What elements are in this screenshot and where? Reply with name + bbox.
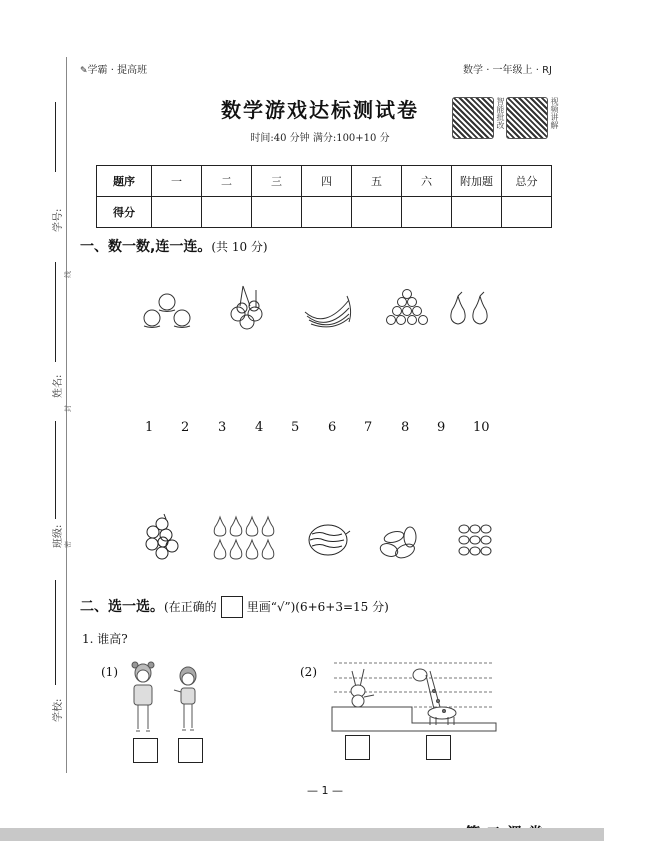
name-label: 姓名:	[53, 374, 64, 398]
number-9[interactable]: 9	[437, 420, 446, 435]
pears-image[interactable]	[448, 290, 492, 326]
sample-checkbox-icon	[221, 596, 243, 618]
cut-mark-secret: 密	[64, 541, 72, 548]
girl-figure	[130, 661, 156, 739]
page-number: — 1 —	[307, 784, 343, 797]
answer-box-girl[interactable]	[133, 738, 158, 763]
page-title: 数学游戏达标测试卷	[221, 98, 419, 122]
answer-box-rabbit[interactable]	[345, 735, 370, 760]
score-table	[96, 165, 552, 228]
score-cell[interactable]	[402, 197, 452, 228]
tomatoes-image[interactable]	[458, 524, 492, 556]
number-8[interactable]: 8	[401, 420, 410, 435]
score-cell[interactable]	[452, 197, 502, 228]
number-2[interactable]: 2	[181, 420, 190, 435]
row-header: 题序	[97, 166, 152, 197]
school-label: 学校:	[53, 698, 64, 722]
section2-heading	[80, 596, 389, 618]
student-id-label: 学号:	[53, 208, 64, 232]
graduation-cap-icon: ✎	[80, 66, 88, 76]
mangoes-image[interactable]	[378, 523, 420, 561]
column-header: 六	[402, 166, 452, 197]
column-header: 一	[152, 166, 202, 197]
school-blank[interactable]	[55, 580, 56, 685]
section2-instruction-pre: (在正确的	[164, 600, 217, 614]
class-label: 班级:	[53, 524, 64, 548]
score-cell[interactable]	[302, 197, 352, 228]
height-comparison-diagram	[330, 661, 498, 739]
cut-mark-seal: 封	[64, 405, 72, 412]
section1-points: (共 10 分)	[211, 240, 268, 254]
number-4[interactable]: 4	[255, 420, 264, 435]
section2-instruction-post: 里画“√”)(6+6+3=15 分)	[246, 600, 389, 614]
giraffe-figure	[413, 669, 456, 725]
boy-figure	[172, 666, 200, 738]
score-cell[interactable]	[252, 197, 302, 228]
class-blank[interactable]	[55, 421, 56, 519]
name-blank[interactable]	[55, 262, 56, 362]
column-header: 附加题	[452, 166, 502, 197]
exam-info: 时间:40 分钟 满分:100+10 分	[250, 133, 390, 144]
page-separator	[0, 828, 604, 841]
section1-heading	[80, 236, 268, 256]
row-header: 得分	[97, 197, 152, 228]
qr-smart-grading[interactable]: 智能批改	[452, 97, 505, 139]
table-row-question-no	[97, 166, 552, 197]
answer-box-boy[interactable]	[178, 738, 203, 763]
pears-group-image[interactable]	[212, 515, 280, 561]
subject-label: 数学 · 一年级上 · RJ	[463, 65, 552, 76]
number-6[interactable]: 6	[328, 420, 337, 435]
apples-pyramid-image[interactable]	[385, 288, 429, 326]
column-header: 四	[302, 166, 352, 197]
score-cell[interactable]	[152, 197, 202, 228]
score-cell[interactable]	[202, 197, 252, 228]
rabbit-figure	[351, 669, 374, 707]
table-row-score	[97, 197, 552, 228]
cut-mark-line: 线	[64, 271, 72, 278]
number-7[interactable]: 7	[364, 420, 373, 435]
brand-label: ✎学霸 · 提高班	[80, 65, 148, 76]
qr-code-icon	[506, 97, 548, 139]
cherries-image[interactable]	[228, 284, 266, 332]
question-1-label: 1. 谁高?	[82, 632, 128, 646]
number-1[interactable]: 1	[145, 420, 154, 435]
section1-title: 一、数一数,连一连。	[80, 239, 212, 255]
score-cell[interactable]	[352, 197, 402, 228]
answer-box-giraffe[interactable]	[426, 735, 451, 760]
peaches-image[interactable]	[140, 290, 194, 330]
bananas-image[interactable]	[303, 292, 355, 330]
watermelon-image[interactable]	[306, 522, 352, 558]
part-1-label: (1)	[101, 665, 118, 679]
column-header: 三	[252, 166, 302, 197]
column-header: 五	[352, 166, 402, 197]
binding-margin-line	[66, 57, 67, 773]
column-header: 总分	[502, 166, 552, 197]
qr-video-explanation[interactable]: 视频讲解	[506, 97, 559, 139]
score-cell[interactable]	[502, 197, 552, 228]
number-5[interactable]: 5	[291, 420, 300, 435]
number-10[interactable]: 10	[473, 420, 490, 435]
part-2-label: (2)	[300, 665, 317, 679]
qr-code-icon	[452, 97, 494, 139]
grapes-image[interactable]	[142, 512, 182, 562]
section2-title: 二、选一选。	[80, 599, 164, 615]
number-3[interactable]: 3	[218, 420, 227, 435]
column-header: 二	[202, 166, 252, 197]
